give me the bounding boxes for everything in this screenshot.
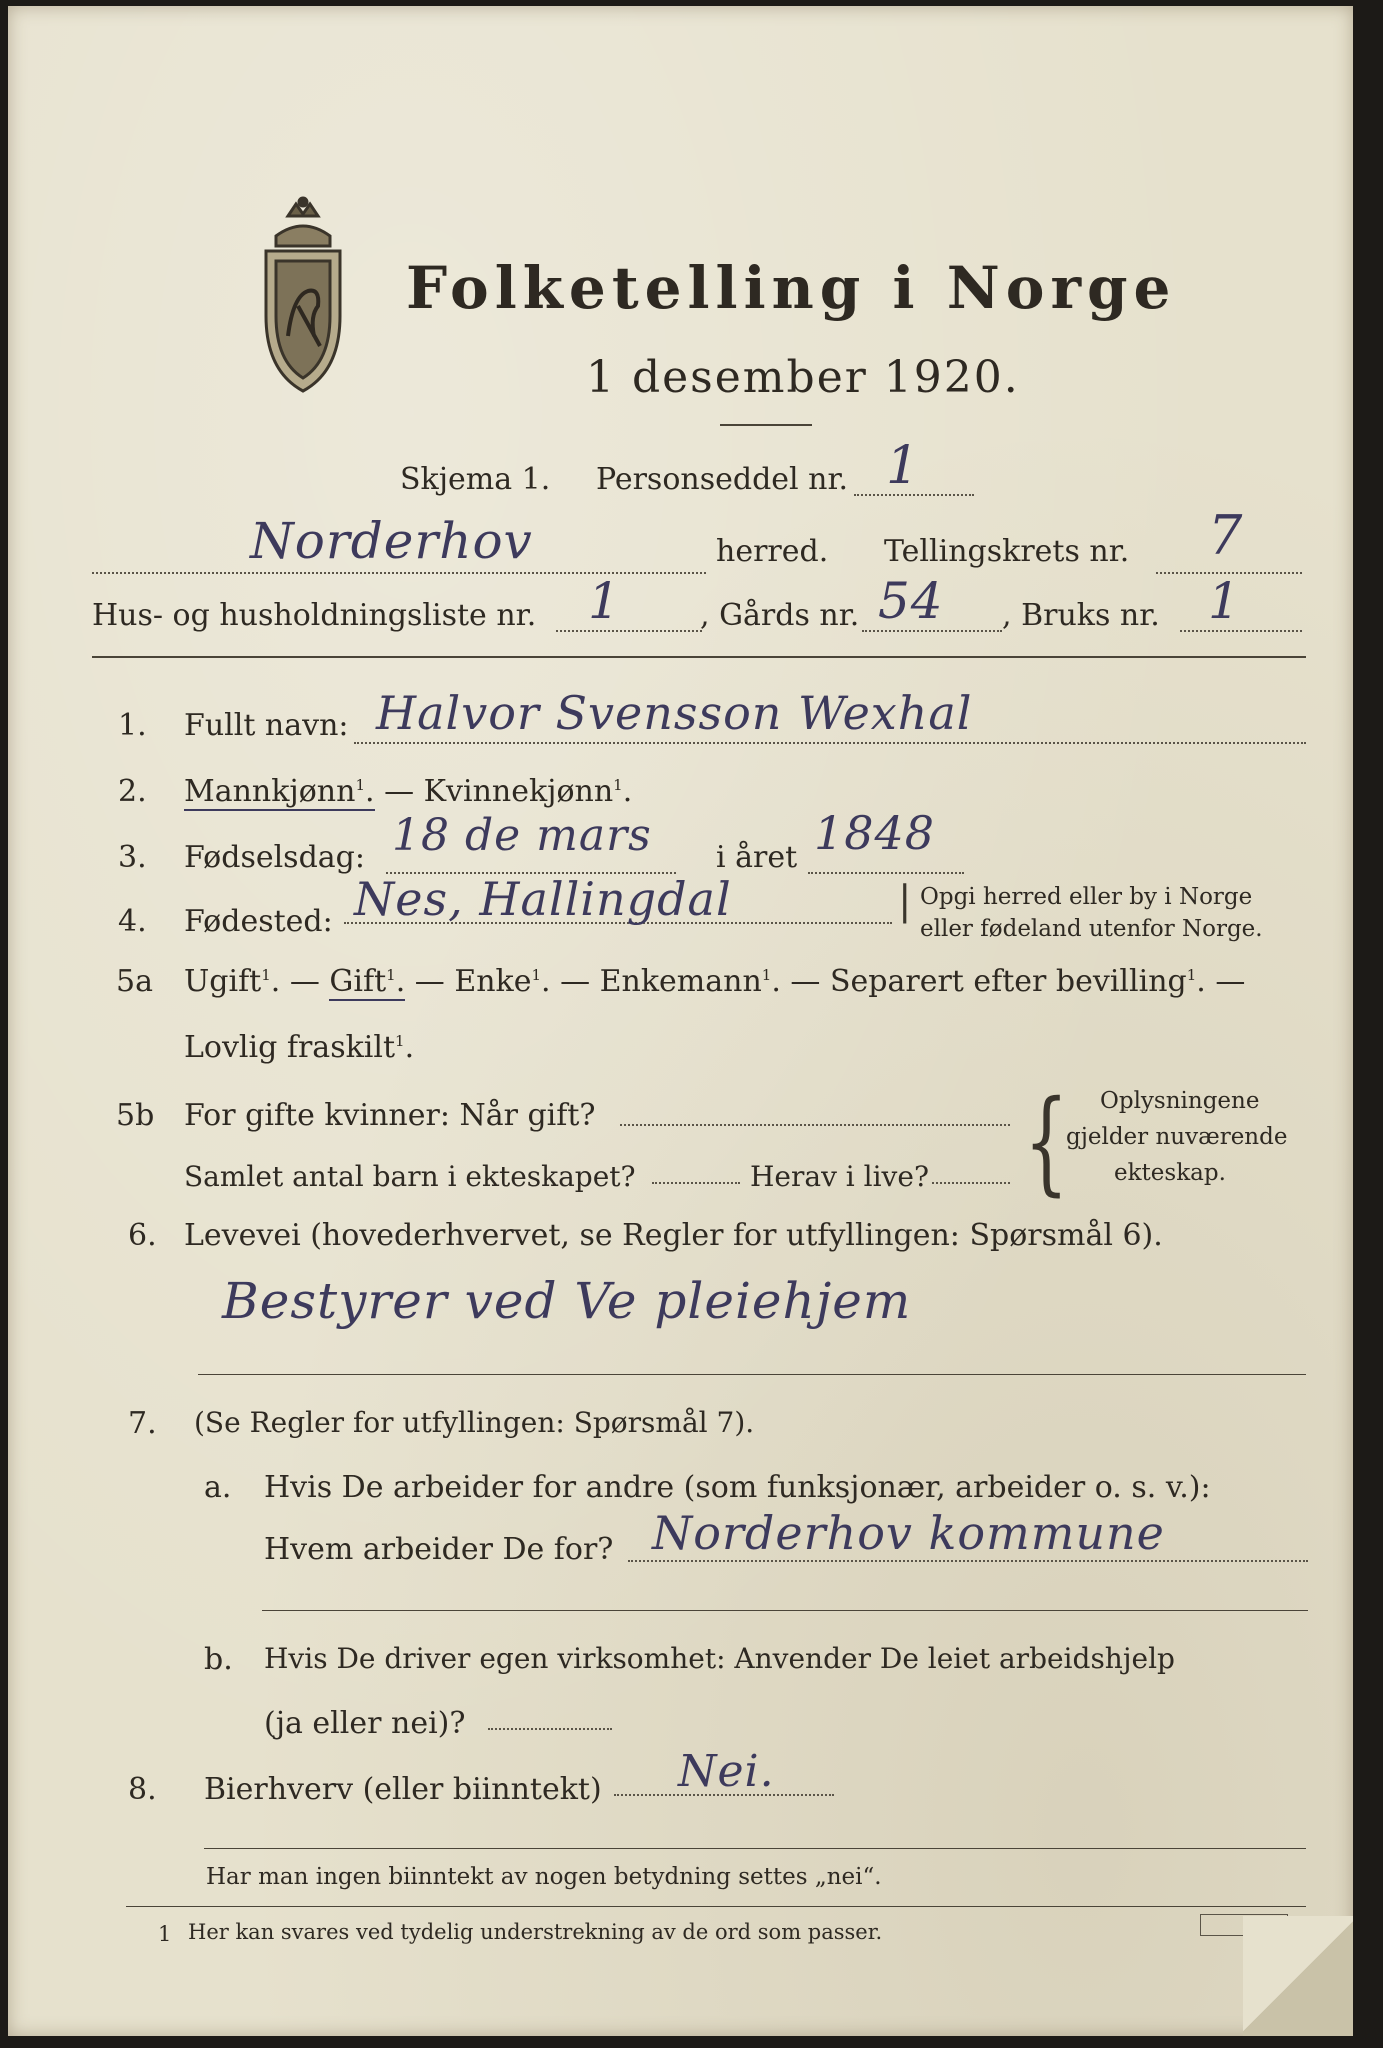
q7b-line1: Hvis De driver egen virksomhet: Anvender De leiet arbeidshjelp (264, 1642, 1175, 1675)
q4-note-line1: Opgi herred eller by i Norge (920, 884, 1253, 910)
title-divider (720, 424, 812, 426)
q5b-married-when-label: For gifte kvinner: Når gift? (184, 1098, 596, 1133)
tellingskrets-value[interactable]: 7 (1208, 504, 1244, 567)
status-fraskilt-option[interactable]: Lovlig fraskilt$^1$. (184, 1030, 415, 1065)
q5b-note-line3: ekteskap. (1114, 1160, 1226, 1186)
form-date: 1 desember 1920. (586, 352, 1020, 403)
q8-number: 8. (128, 1772, 157, 1807)
side-income-value[interactable]: Nei. (678, 1746, 775, 1797)
census-form-page: Folketelling i Norge 1 desember 1920. Skjema 1. Personseddel nr. 1 Norderhov herred. Tellingskrets nr. 7 Hus- og husholdningsliste nr. 1 , Gårds nr. 54 , Bruks nr. 1 1. Fullt navn: Halvor Svensson Wexhal 2. Mannkjønn$^1$. — Kvinnekjønn$^1$. 3. Fødselsdag: 18 de mars i året 1848 4. Fødested: Nes, Hallingdal | Opgi herred eller by i Norge eller fødeland utenfor Norge. 5a Ugift$^1$. — Gift$^1$. — Enke$^1$. — Enkemann$^1$. — Separert efter bevilling$^1$. — Lovlig fraskilt$^1$. 5b For gifte kvinner: Når gift? Samlet antal barn i ekteskapet? Herav i live? { Oplysningene gjelder nuværende ekteskap. 6. Levevei (hovederhvervet, se Regler for utfyllingen: Spørsmål 6). Bestyrer ved Ve pleiehjem 7. (Se Regler for utfyllingen: Spørsmål 7). a. Hvis De arbeider for andre (som funksjonær, arbeider o. s. v.): Hvem arbeider De for? Norderhov kommune b. Hvis De driver egen virksomhet: Anvender De leiet arbeidshjelp (ja eller nei)? 8. Bierhverv (eller biinntekt) Nei. Har man ingen biinntekt av nogen betydning settes „nei“. 1 Her kan svares ved tydelig understrekning av de ord som passer. (8, 6, 1353, 2036)
q7a-letter: a. (204, 1470, 232, 1505)
herred-label: herred. (716, 534, 829, 569)
q2-number: 2. (118, 774, 147, 809)
coat-of-arms-icon (248, 196, 358, 396)
header-divider (92, 656, 1306, 658)
footnote-mark: 1 (158, 1922, 172, 1946)
q3-label: Fødselsdag: (184, 840, 365, 875)
status-ugift-option[interactable]: Ugift$^1$. (184, 964, 281, 999)
status-gift-option[interactable]: Gift$^1$. (329, 964, 406, 999)
bruks-label: , Bruks nr. (1002, 598, 1160, 633)
q5a-number: 5a (116, 964, 153, 999)
gender-female-option[interactable]: Kvinnekjønn$^1$. (423, 774, 633, 809)
q7-label: (Se Regler for utfyllingen: Spørsmål 7). (194, 1406, 755, 1439)
personseddel-value[interactable]: 1 (886, 436, 921, 496)
q8-label: Bierhverv (eller biinntekt) (204, 1772, 602, 1807)
full-name-value[interactable]: Halvor Svensson Wexhal (376, 686, 973, 740)
q6-label: Levevei (hovederhvervet, se Regler for utfyllingen: Spørsmål 6). (184, 1218, 1163, 1253)
children-count-field[interactable] (652, 1182, 740, 1184)
personseddel-label: Personseddel nr. (596, 462, 849, 497)
q7b-line2: (ja eller nei)? (264, 1706, 466, 1741)
q3-number: 3. (118, 840, 147, 875)
hired-help-field[interactable] (488, 1728, 612, 1730)
q5b-note-line2: gjelder nuværende (1066, 1124, 1288, 1150)
hus-label: Hus- og husholdningsliste nr. (92, 598, 537, 633)
gender-options: Mannkjønn$^1$. — Kvinnekjønn$^1$. (184, 774, 633, 809)
birthplace-value[interactable]: Nes, Hallingdal (354, 872, 732, 926)
q4-label: Fødested: (184, 904, 333, 939)
q7b-letter: b. (204, 1642, 233, 1677)
footer-divider (126, 1906, 1306, 1907)
employer-line-2[interactable] (262, 1610, 1308, 1611)
side-income-line-2[interactable] (204, 1848, 1306, 1849)
q4-number: 4. (118, 904, 147, 939)
schema-label: Skjema 1. (400, 462, 551, 497)
gender-male-option[interactable]: Mannkjønn$^1$. (184, 774, 375, 809)
birth-day-value[interactable]: 18 de mars (392, 810, 652, 861)
q7a-line1: Hvis De arbeider for andre (som funksjonær, arbeider o. s. v.): (264, 1470, 1211, 1505)
status-enkemann-option[interactable]: Enkemann$^1$. (599, 964, 781, 999)
herred-value[interactable]: Norderhov (250, 512, 533, 570)
q5b-alive-label: Herav i live? (750, 1160, 929, 1193)
tellingskrets-label: Tellingskrets nr. (884, 534, 1130, 569)
gards-value[interactable]: 54 (878, 572, 944, 630)
q7a-line2: Hvem arbeider De for? (264, 1532, 614, 1567)
q1-number: 1. (118, 708, 147, 743)
footnote-text: Her kan svares ved tydelig understrekning av de ord som passer. (188, 1920, 883, 1944)
q6-number: 6. (128, 1218, 157, 1253)
folded-corner (1243, 1916, 1353, 2036)
occupation-value[interactable]: Bestyrer ved Ve pleiehjem (222, 1272, 912, 1330)
marital-status-options: Ugift$^1$. — Gift$^1$. — Enke$^1$. — Enkemann$^1$. — Separert efter bevilling$^1$. — (184, 964, 1246, 999)
q1-label: Fullt navn: (184, 708, 349, 743)
gards-label: , Gårds nr. (700, 598, 860, 633)
employer-value[interactable]: Norderhov kommune (652, 1506, 1165, 1560)
q5b-note-line1: Oplysningene (1100, 1088, 1260, 1114)
footer-note: Har man ingen biinntekt av nogen betydning settes „nei“. (206, 1864, 882, 1890)
q4-note-line2: eller fødeland utenfor Norge. (920, 916, 1263, 942)
q5b-children-label: Samlet antal barn i ekteskapet? (184, 1160, 636, 1193)
status-separert-option[interactable]: Separert efter bevilling$^1$. (829, 964, 1206, 999)
form-title: Folketelling i Norge (406, 254, 1177, 322)
occupation-line-2[interactable] (198, 1374, 1306, 1375)
status-enke-option[interactable]: Enke$^1$. (454, 964, 551, 999)
q5b-number: 5b (116, 1098, 155, 1133)
hus-value[interactable]: 1 (588, 572, 621, 630)
children-alive-field[interactable] (932, 1182, 1010, 1184)
birth-year-value[interactable]: 1848 (814, 806, 936, 860)
bruks-value[interactable]: 1 (1208, 572, 1241, 630)
q3-year-label: i året (716, 840, 798, 875)
q7-number: 7. (128, 1406, 157, 1441)
married-when-field[interactable] (620, 1124, 1010, 1126)
